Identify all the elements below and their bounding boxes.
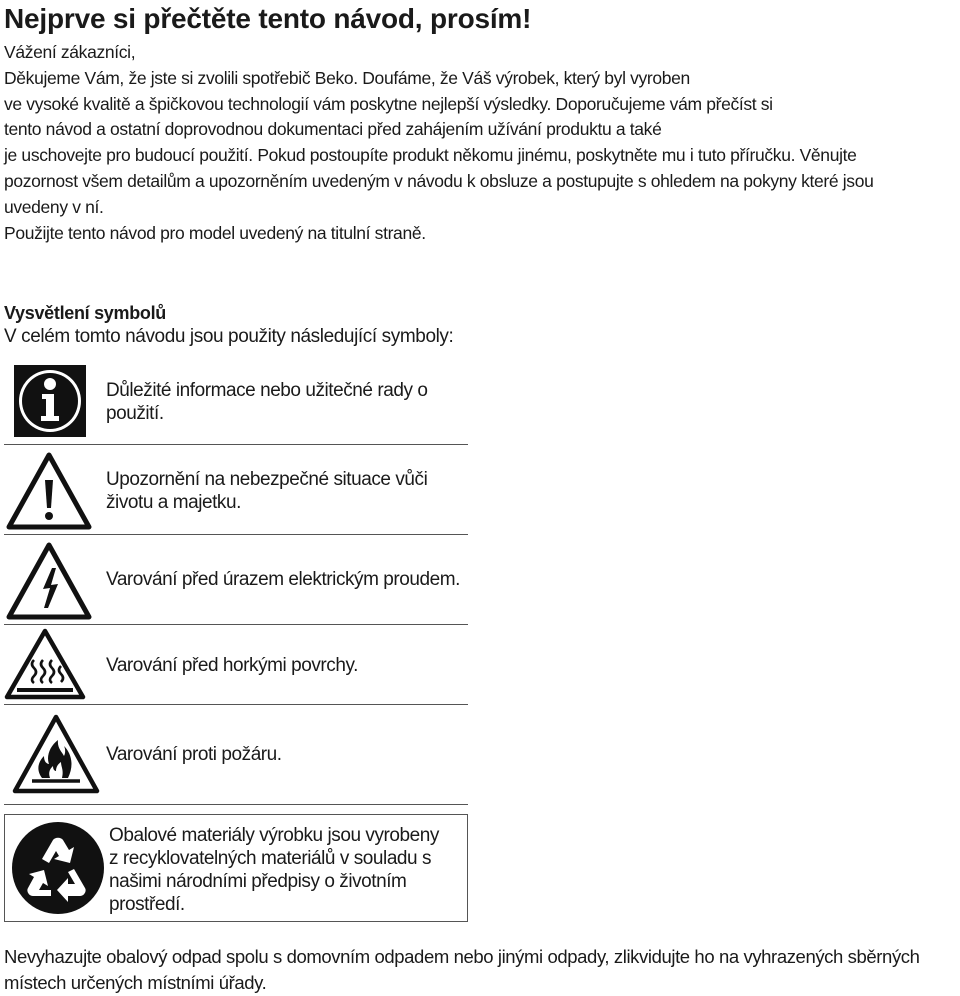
symbol-row-electric xyxy=(4,534,468,625)
electric-shock-icon xyxy=(6,542,92,620)
symbol-row-hot-surface xyxy=(4,624,468,705)
intro-line: Použijte tento návod pro model uvedený na titulní straně. xyxy=(4,222,426,243)
recycle-box xyxy=(4,814,468,922)
intro-line: pozornost všem detailům a upozorněním uvedeným v návodu k obsluze a postupujte s ohledem na pokyny které jsou xyxy=(4,170,874,191)
symbol-text: Varování před úrazem elektrickým proudem. xyxy=(106,569,460,590)
footer-text: Nevyhazujte obalový odpad spolu s domovním odpadem nebo jinými odpady, zlikvidujte ho na vyhrazených sběrných místech určených místními úřady. xyxy=(4,946,920,993)
symbol-row-info xyxy=(4,355,468,445)
greeting: Vážení zákazníci, xyxy=(4,42,136,62)
symbol-text: Upozornění na nebezpečné situace vůči životu a majetku. xyxy=(106,469,428,513)
page-title: Nejprve si přečtěte tento návod, prosím! xyxy=(4,3,532,34)
symbol-text: Varování proti požáru. xyxy=(106,744,282,765)
intro-line: ve vysoké kvalitě a špičkovou technologií vám poskytne nejlepší výsledky. Doporučujeme vám přečíst si xyxy=(4,93,773,114)
recycle-text: Obalové materiály výrobku jsou vyrobeny z recyklovatelných materiálů v souladu s našimi národními předpisy o životním prostředí. xyxy=(109,825,439,915)
document-page xyxy=(4,0,956,349)
section-subtitle: V celém tomto návodu jsou použity následující symboly: xyxy=(4,326,454,348)
hot-surface-icon xyxy=(4,628,86,700)
intro-line: uvedeny v ní. xyxy=(4,196,104,217)
symbol-text: Varování před horkými povrchy. xyxy=(106,655,358,676)
recycle-icon xyxy=(11,821,105,915)
symbol-row-warning xyxy=(4,444,468,535)
symbol-row-fire xyxy=(4,704,468,805)
symbol-text: Důležité informace nebo užitečné rady o použití. xyxy=(106,380,428,424)
intro-line: tento návod a ostatní doprovodnou dokumentaci před zahájením užívání produktu a také xyxy=(4,119,662,140)
intro-line: je uschovejte pro budoucí použití. Pokud postoupíte produkt někomu jinému, poskytněte mu i tuto příručku. Věnujte xyxy=(4,145,857,166)
section-title: Vysvětlení symbolů xyxy=(4,303,166,324)
intro-text xyxy=(4,40,956,246)
fire-icon xyxy=(12,714,100,794)
warning-icon xyxy=(6,452,92,530)
intro-line: Děkujeme Vám, že jste si zvolili spotřebič Beko. Doufáme, že Váš výrobek, který byl vyroben xyxy=(4,67,690,88)
info-icon xyxy=(14,365,86,437)
